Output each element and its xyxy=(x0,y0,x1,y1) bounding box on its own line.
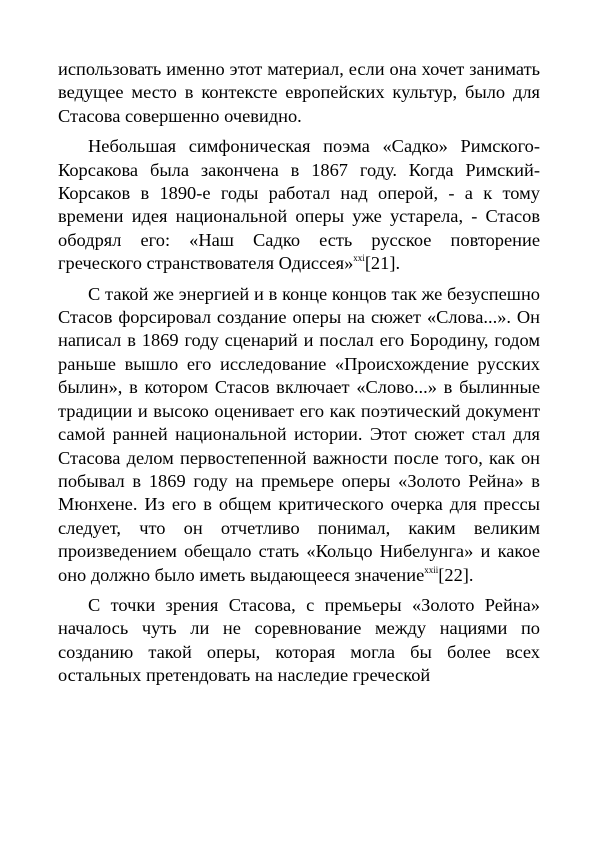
body-text xyxy=(58,58,540,688)
paragraph-slovo xyxy=(58,283,540,587)
paragraph-continuation xyxy=(58,58,540,128)
paragraph-text: С точки зрения Стасова, с премьеры «Золото Рейна» началось чуть ли не соревнование между нациями по созданию такой оперы, которая могла бы более всех остальных претендовать на наследие греческой xyxy=(58,594,540,686)
reference: [21]. xyxy=(364,253,401,274)
footnote-marker[interactable]: xxii xyxy=(424,564,439,575)
paragraph-text: Небольшая симфоническая поэма «Садко» Римского-Корсакова была закончена в 1867 году. Когда Римский-Корсаков в 1890-е годы работал над оперой, - а к тому времени идея национальной оперы уже устарела, - Стасов ободрял его: «Наш Садко есть русское повторение греческого странствователя Одиссея» xyxy=(58,136,540,274)
paragraph-text: использовать именно этот материал, если она хочет занимать ведущее место в контексте европейских культур, было для Стасова совершенно очевидно. xyxy=(58,59,540,126)
paragraph-text: С такой же энергией и в конце концов так же безуспешно Стасов форсировал создание оперы на сюжет «Слова...». Он написал в 1869 году сценарий и послал его Бородину, годом раньше вышло его исследование «Происхождение русских былин», в котором Стасов включает «Слово...» в былинные традиции и высоко оценивает его как поэтический документ самой ранней национальной истории. Этот сюжет стал для Стасова делом первостепенной важности после того, как он побывал в 1869 году на премьере оперы «Золото Рейна» в Мюнхене. Из его в общем критического очерка для прессы следует, что он отчетливо понимал, каким великим произведением обещало стать «Кольцо Нибелунга» и какое оно должно было иметь выдающееся значение xyxy=(58,283,540,585)
reference: [22]. xyxy=(438,564,474,585)
footnote-marker[interactable]: xxi xyxy=(353,253,365,264)
paragraph-rheingold xyxy=(58,594,540,688)
paragraph-sadko xyxy=(58,135,540,275)
